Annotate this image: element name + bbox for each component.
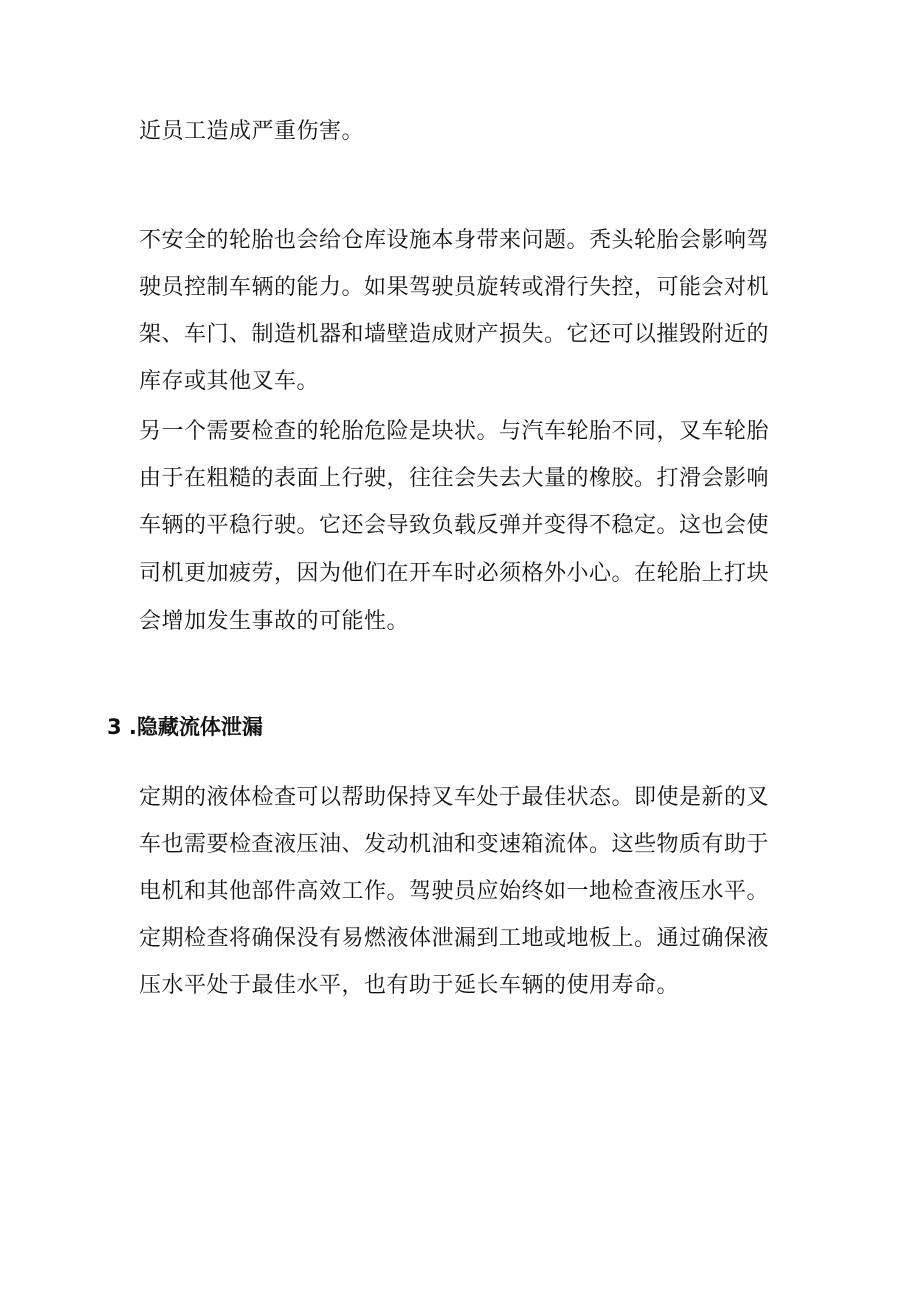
section-3-line-2: 车也需要检查液压油、发动机油和变速箱流体。这些物质有助于: [139, 832, 770, 857]
paragraph-3-line-2: 由于在粗糙的表面上行驶，往往会失去大量的橡胶。打滑会影响: [139, 466, 770, 491]
paragraph-3-line-4: 司机更加疲劳，因为他们在开车时必须格外小心。在轮胎上打块: [139, 561, 770, 586]
paragraph-2-line-1: 不安全的轮胎也会给仓库设施本身带来问题。秃头轮胎会影响驾: [139, 228, 770, 253]
section-3-line-1: 定期的液体检查可以帮助保持叉车处于最佳状态。即使是新的叉: [139, 785, 770, 810]
section-3-line-3: 电机和其他部件高效工作。驾驶员应始终如一地检查液压水平。: [139, 879, 770, 904]
section-3-line-4: 定期检查将确保没有易燃液体泄漏到工地或地板上。通过确保液: [139, 926, 770, 951]
paragraph-3-line-3: 车辆的平稳行驶。它还会导致负载反弹并变得不稳定。这也会使: [139, 513, 770, 538]
section-3-heading: 3 .隐藏流体泄漏: [107, 715, 263, 739]
paragraph-3-line-1: 另一个需要检查的轮胎危险是块状。与汽车轮胎不同，叉车轮胎: [139, 419, 770, 444]
paragraph-2-line-2: 驶员控制车辆的能力。如果驾驶员旋转或滑行失控，可能会对机: [139, 275, 770, 300]
section-3-line-5: 压水平处于最佳水平，也有助于延长车辆的使用寿命。: [139, 973, 680, 998]
paragraph-2-line-3: 架、车门、制造机器和墙壁造成财产损失。它还可以摧毁附近的: [139, 322, 770, 347]
paragraph-3-line-5: 会增加发生事故的可能性。: [139, 609, 410, 634]
paragraph-2-line-4: 库存或其他叉车。: [139, 369, 320, 394]
paragraph-1-line-1: 近员工造成严重伤害。: [139, 119, 365, 144]
